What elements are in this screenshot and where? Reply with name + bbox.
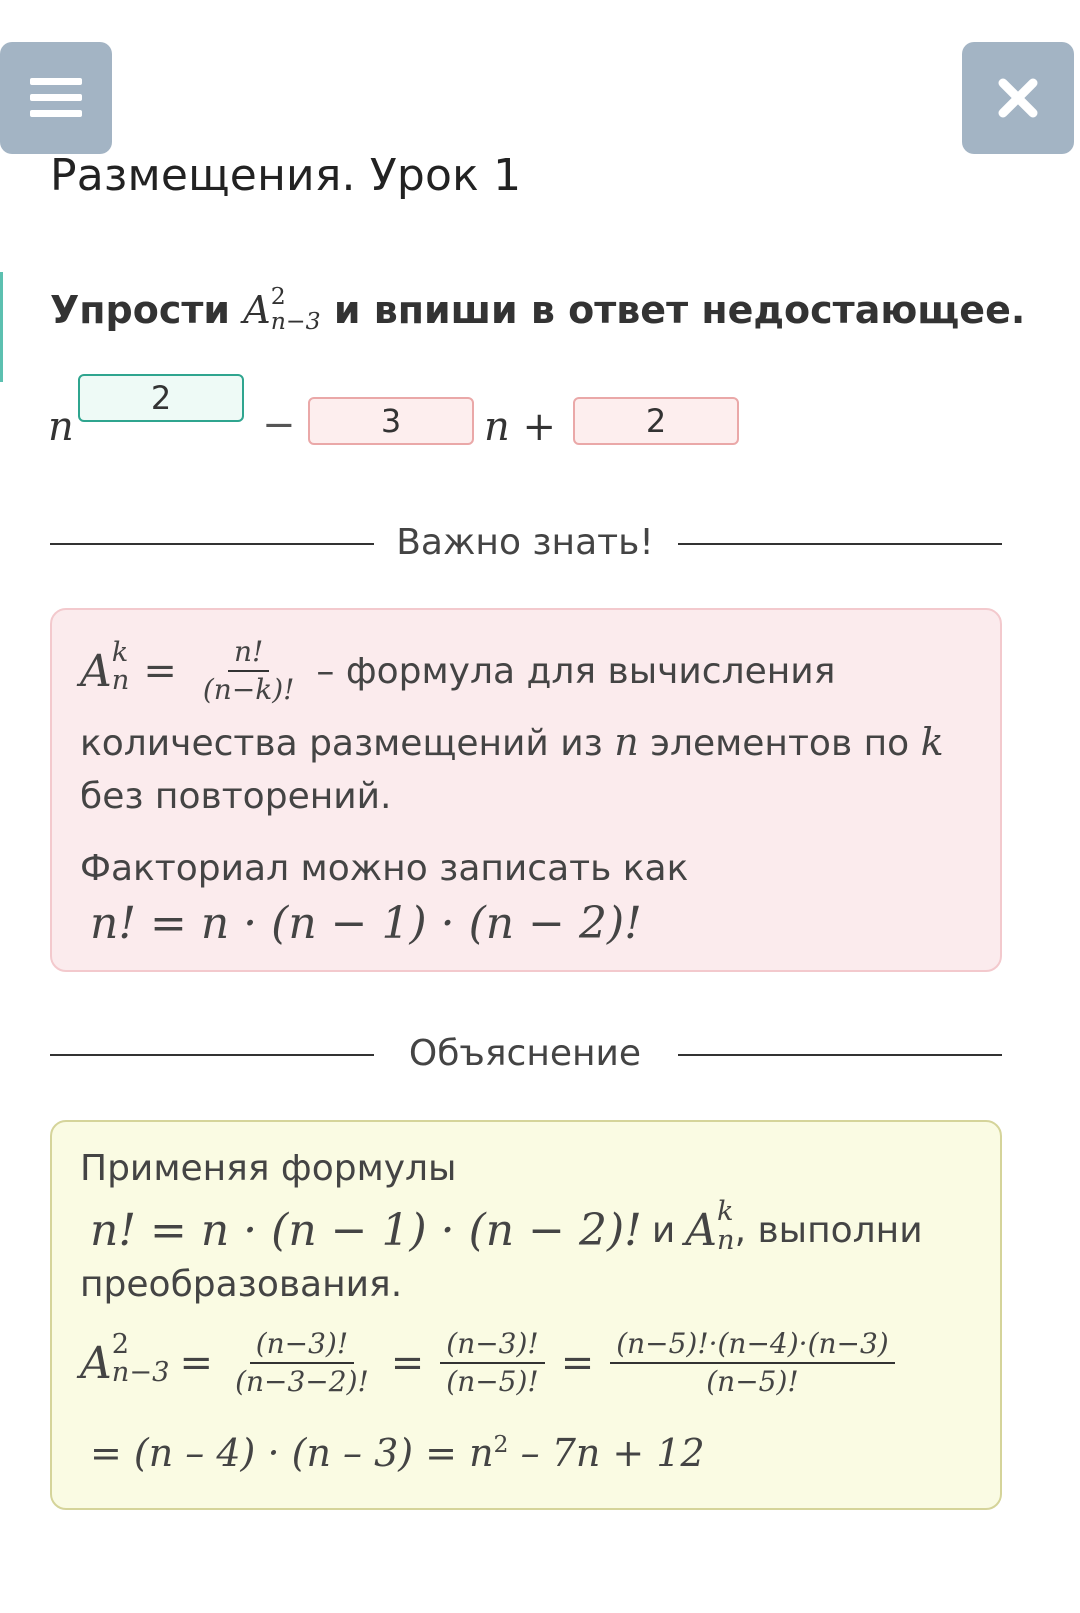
- task-sub: n−3: [270, 306, 321, 335]
- explanation-line3: преобразования.: [80, 1264, 403, 1305]
- calc-f2-num: (n−3)!: [440, 1328, 544, 1364]
- important-line4: Факториал можно записать как: [80, 848, 689, 889]
- explanation-a-sup: k: [717, 1196, 734, 1227]
- answer-minus: −: [262, 402, 296, 448]
- close-x-icon: [998, 78, 1038, 118]
- calc-f1-den: (n−3−2)!: [235, 1365, 369, 1399]
- important-line2: [80, 720, 944, 764]
- task-symbol-indices: [271, 284, 321, 333]
- calc-lhs-sub: n−3: [111, 1357, 170, 1389]
- calc-eq-3: =: [560, 1340, 595, 1387]
- important-heading: Важно знать!: [396, 522, 654, 563]
- important-line2-b: элементов по: [650, 723, 910, 764]
- page-title: Размещения. Урок 1: [50, 150, 522, 201]
- task-suffix: и впиши в ответ недостающее.: [333, 288, 1026, 333]
- task-statement: [50, 282, 1026, 337]
- coefficient-input[interactable]: 3: [308, 397, 474, 445]
- exponent-input[interactable]: 2: [78, 374, 244, 422]
- calc-eq-2: =: [390, 1340, 425, 1387]
- calc-result-sup: 2: [493, 1430, 509, 1458]
- calc-lhs-indices: [111, 1328, 170, 1389]
- important-line1-tail: – формула для вычисления: [316, 650, 836, 692]
- calc-eq-1: =: [179, 1340, 214, 1387]
- task-prefix: Упрости: [50, 288, 231, 333]
- calc-fraction-1: [229, 1328, 375, 1398]
- important-factorial-formula: n! = n · (n − 1) · (n − 2)!: [90, 898, 642, 949]
- calc-f1-num: (n−3)!: [250, 1328, 354, 1364]
- separator-line-right: [678, 543, 1002, 545]
- important-formula-sup: k: [111, 636, 129, 668]
- calc-lhs-sup: 2: [111, 1328, 130, 1360]
- separator-line-left: [50, 1054, 374, 1056]
- important-frac-num: n!: [228, 636, 269, 672]
- separator-line-right: [678, 1054, 1002, 1056]
- explanation-factorial-formula: n! = n · (n − 1) · (n − 2)!: [90, 1205, 642, 1257]
- important-frac-den: (n−k)!: [202, 673, 295, 707]
- explanation-a-indices: [717, 1198, 735, 1255]
- important-eq: =: [143, 648, 177, 695]
- important-formula-sub: n: [111, 665, 130, 697]
- explanation-heading: Объяснение: [408, 1033, 642, 1074]
- important-formula-symbol: A: [80, 645, 112, 697]
- explanation-tail: , выполни: [734, 1210, 923, 1252]
- calc-result-a: = (n – 4) · (n – 3) = n: [90, 1431, 494, 1476]
- calc-f3-den: (n−5)!: [706, 1365, 799, 1399]
- answer-base: n: [48, 404, 74, 450]
- calc-f2-den: (n−5)!: [446, 1365, 539, 1399]
- calc-result: [90, 1430, 705, 1475]
- important-line2-a: количества размещений из: [80, 723, 603, 764]
- important-fraction: [197, 636, 301, 706]
- explanation-card: [50, 1120, 1002, 1510]
- task-sup: 2: [270, 282, 286, 310]
- important-card: [50, 608, 1002, 972]
- task-accent-bar: [0, 272, 3, 382]
- explanation-and: и: [651, 1210, 676, 1252]
- hamburger-menu-icon: [30, 78, 82, 118]
- important-line2-n: n: [614, 720, 639, 764]
- separator-line-left: [50, 543, 374, 545]
- important-line2-k: k: [920, 720, 944, 764]
- close-button[interactable]: [962, 42, 1074, 154]
- explanation-line1: Применяя формулы: [80, 1148, 457, 1189]
- important-formula-indices: [111, 636, 130, 697]
- calc-fraction-3: [610, 1328, 895, 1398]
- constant-input[interactable]: 2: [573, 397, 739, 445]
- explanation-a-symbol: A: [685, 1205, 717, 1257]
- calc-result-b: – 7n + 12: [508, 1431, 705, 1476]
- answer-var-plus: n +: [484, 404, 556, 450]
- menu-button[interactable]: [0, 42, 112, 154]
- important-formula-line: [80, 636, 835, 706]
- task-symbol: A: [243, 288, 271, 333]
- explanation-line2: [90, 1196, 923, 1259]
- calc-fraction-2: [440, 1328, 544, 1398]
- explanation-calculation: [80, 1328, 901, 1398]
- calc-lhs-symbol: A: [80, 1337, 112, 1389]
- calc-f3-num: (n−5)!·(n−4)·(n−3): [610, 1328, 895, 1364]
- explanation-a-sub: n: [717, 1224, 735, 1256]
- important-line3: без повторений.: [80, 776, 392, 817]
